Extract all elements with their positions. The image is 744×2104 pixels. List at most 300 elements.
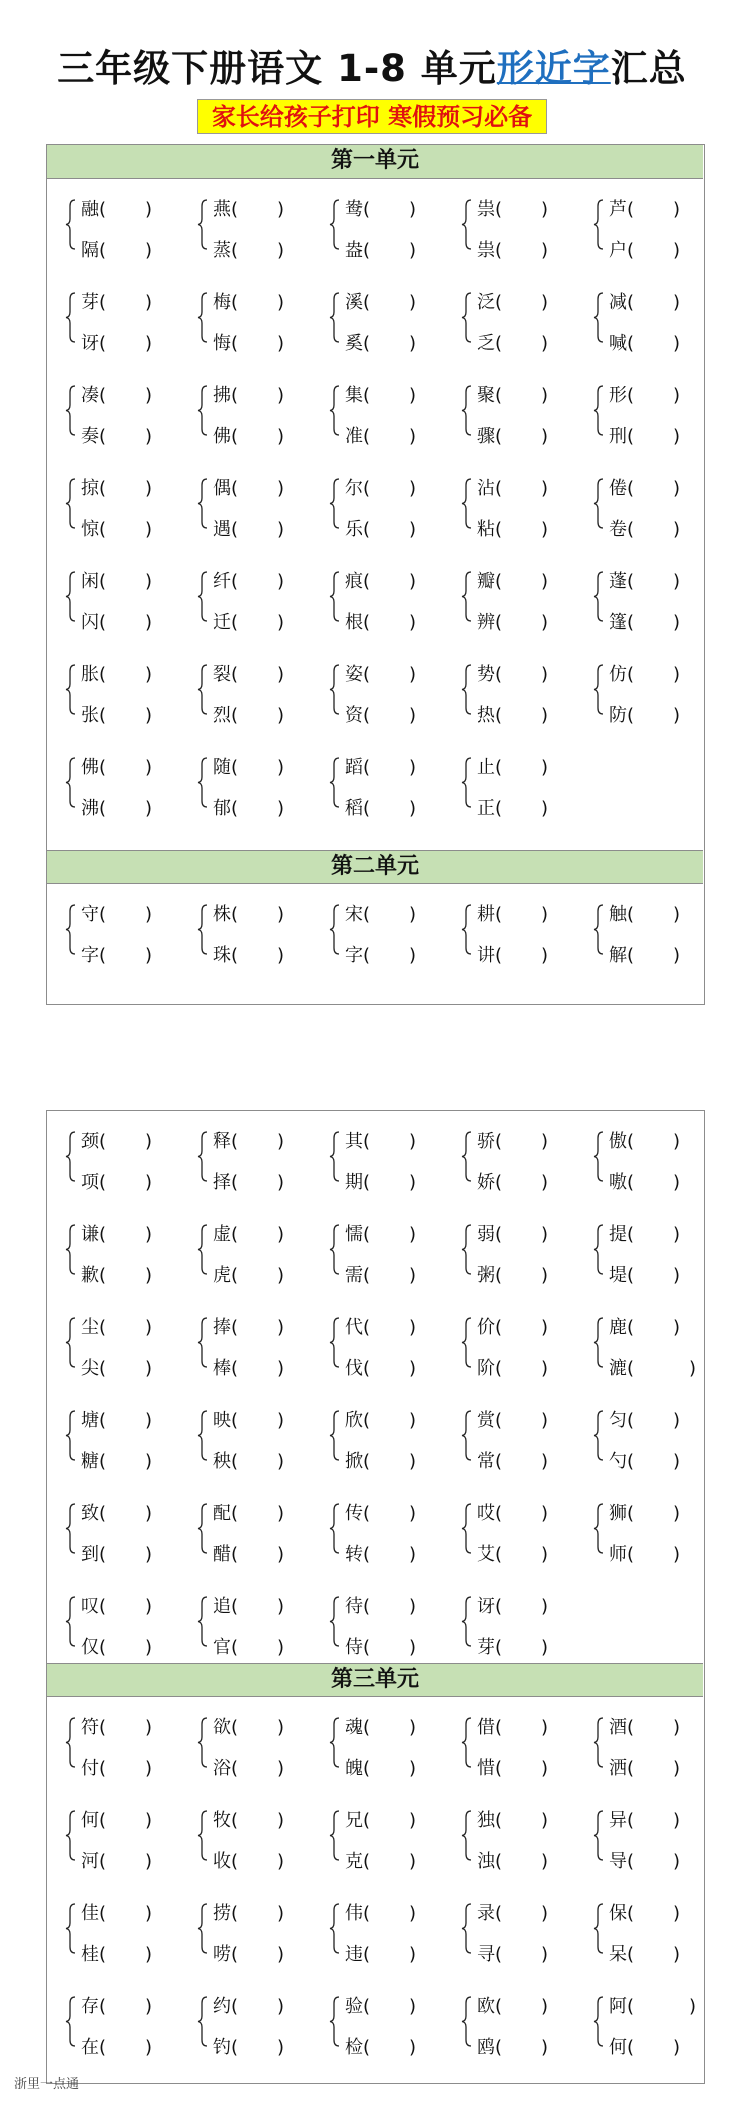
answer-blank-close-paren: ): [541, 1758, 549, 1779]
char-bottom: 魄(: [345, 1758, 371, 1779]
answer-blank-close-paren: ): [409, 1317, 417, 1338]
char-top: 提(: [609, 1224, 635, 1245]
char-top: 芦(: [609, 199, 635, 220]
char-bottom: 付(: [81, 1758, 107, 1779]
char-pair: [461, 476, 571, 540]
char-top: 势(: [477, 664, 503, 685]
char-bottom: 糖(: [81, 1451, 107, 1472]
answer-blank-close-paren: ): [541, 1637, 549, 1658]
char-top: 触(: [609, 904, 635, 925]
char-top: 尘(: [81, 1317, 107, 1338]
answer-blank-close-paren: ): [409, 240, 417, 261]
curly-brace-icon: [593, 1222, 605, 1277]
char-pair: [593, 1129, 703, 1193]
answer-blank-close-paren: ): [541, 426, 549, 447]
char-bottom: 钓(: [213, 2037, 239, 2058]
char-top: 闲(: [81, 571, 107, 592]
answer-blank-close-paren: ): [409, 1131, 417, 1152]
curly-brace-icon: [65, 1594, 77, 1649]
char-top: 塘(: [81, 1410, 107, 1431]
char-bottom: 户(: [609, 240, 635, 261]
char-bottom: 浊(: [477, 1851, 503, 1872]
curly-brace-icon: [65, 755, 77, 810]
char-pair: [197, 569, 307, 633]
char-pair: [329, 1222, 439, 1286]
section-heading-unit-1: 第一单元: [47, 145, 703, 179]
curly-brace-icon: [461, 1994, 473, 2049]
char-bottom: 寻(: [477, 1944, 503, 1965]
char-top: 傲(: [609, 1131, 635, 1152]
answer-blank-close-paren: ): [673, 478, 681, 499]
char-pair: [329, 1129, 439, 1193]
char-pair: [461, 902, 571, 966]
char-bottom: 粥(: [477, 1265, 503, 1286]
answer-blank-close-paren: ): [145, 1358, 153, 1379]
char-top: 赏(: [477, 1410, 503, 1431]
answer-blank-close-paren: ): [145, 904, 153, 925]
char-top: 虚(: [213, 1224, 239, 1245]
answer-blank-close-paren: ): [145, 1172, 153, 1193]
char-top: 芽(: [81, 292, 107, 313]
curly-brace-icon: [197, 1315, 209, 1370]
answer-blank-close-paren: ): [277, 945, 285, 966]
answer-blank-close-paren: ): [409, 1265, 417, 1286]
char-pair: [197, 1808, 307, 1872]
answer-blank-close-paren: ): [673, 1224, 681, 1245]
answer-blank-close-paren: ): [277, 426, 285, 447]
char-top: 沾(: [477, 478, 503, 499]
answer-blank-close-paren: ): [277, 757, 285, 778]
char-bottom: 闪(: [81, 612, 107, 633]
answer-blank-close-paren: ): [541, 945, 549, 966]
char-pair: [461, 290, 571, 354]
char-top: 待(: [345, 1596, 371, 1617]
char-top: 牧(: [213, 1810, 239, 1831]
char-bottom: 秧(: [213, 1451, 239, 1472]
char-pair: [329, 383, 439, 447]
char-bottom: 转(: [345, 1544, 371, 1565]
char-bottom: 讲(: [477, 945, 503, 966]
char-bottom: 伐(: [345, 1358, 371, 1379]
answer-blank-close-paren: ): [145, 1996, 153, 2017]
answer-blank-close-paren: ): [541, 2037, 549, 2058]
answer-blank-close-paren: ): [409, 1758, 417, 1779]
curly-brace-icon: [197, 1222, 209, 1277]
answer-blank-close-paren: ): [277, 1265, 285, 1286]
char-bottom: 佛(: [213, 426, 239, 447]
answer-blank-close-paren: ): [541, 571, 549, 592]
char-top: 倦(: [609, 478, 635, 499]
char-top: 蹈(: [345, 757, 371, 778]
answer-blank-close-paren: ): [145, 1596, 153, 1617]
char-bottom: 准(: [345, 426, 371, 447]
char-pair: [197, 1994, 307, 2058]
char-bottom: 防(: [609, 705, 635, 726]
answer-blank-close-paren: ): [673, 1265, 681, 1286]
footer-credit: 浙里一点通: [14, 2077, 80, 2092]
answer-blank-close-paren: ): [277, 1596, 285, 1617]
char-pair: [197, 1315, 307, 1379]
answer-blank-close-paren: ): [673, 945, 681, 966]
char-bottom: 醋(: [213, 1544, 239, 1565]
answer-blank-close-paren: ): [541, 1317, 549, 1338]
char-bottom: 在(: [81, 2037, 107, 2058]
answer-blank-close-paren: ): [145, 1224, 153, 1245]
char-top: 伟(: [345, 1903, 371, 1924]
char-pair: [197, 1222, 307, 1286]
answer-blank-close-paren: ): [673, 240, 681, 261]
char-bottom: 浴(: [213, 1758, 239, 1779]
char-top: 映(: [213, 1410, 239, 1431]
answer-blank-close-paren: ): [541, 292, 549, 313]
answer-blank-close-paren: ): [277, 385, 285, 406]
answer-blank-close-paren: ): [673, 1758, 681, 1779]
char-bottom: 惜(: [477, 1758, 503, 1779]
char-top: 拂(: [213, 385, 239, 406]
answer-blank-close-paren: ): [409, 292, 417, 313]
char-top: 瓣(: [477, 571, 503, 592]
char-pair: [197, 1408, 307, 1472]
title-highlight: 形近字: [496, 47, 611, 90]
answer-blank-close-paren: ): [277, 199, 285, 220]
answer-blank-close-paren: ): [145, 240, 153, 261]
answer-blank-close-paren: ): [145, 426, 153, 447]
char-bottom: 奚(: [345, 333, 371, 354]
char-top: 配(: [213, 1503, 239, 1524]
curly-brace-icon: [461, 197, 473, 252]
curly-brace-icon: [593, 1715, 605, 1770]
char-pair: [593, 1501, 703, 1565]
char-top: 溪(: [345, 292, 371, 313]
char-pair: [197, 1129, 307, 1193]
curly-brace-icon: [329, 1315, 341, 1370]
answer-blank-close-paren: ): [541, 1358, 549, 1379]
curly-brace-icon: [593, 1315, 605, 1370]
char-bottom: 何(: [609, 2037, 635, 2058]
answer-blank-close-paren: ): [409, 1596, 417, 1617]
answer-blank-close-paren: ): [277, 1758, 285, 1779]
char-pair: [65, 1901, 175, 1965]
curly-brace-icon: [329, 1501, 341, 1556]
answer-blank-close-paren: ): [277, 1544, 285, 1565]
answer-blank-close-paren: ): [145, 1317, 153, 1338]
answer-blank-close-paren: ): [689, 1358, 697, 1379]
answer-blank-close-paren: ): [145, 664, 153, 685]
answer-blank-close-paren: ): [145, 1944, 153, 1965]
char-top: 追(: [213, 1596, 239, 1617]
char-pair: [329, 1808, 439, 1872]
curly-brace-icon: [329, 1901, 341, 1956]
answer-blank-close-paren: ): [145, 478, 153, 499]
answer-blank-close-paren: ): [673, 1851, 681, 1872]
char-top: 哎(: [477, 1503, 503, 1524]
answer-blank-close-paren: ): [409, 1717, 417, 1738]
char-top: 魂(: [345, 1717, 371, 1738]
char-pair: [329, 1901, 439, 1965]
answer-blank-close-paren: ): [409, 519, 417, 540]
answer-blank-close-paren: ): [277, 1810, 285, 1831]
char-bottom: 仅(: [81, 1637, 107, 1658]
answer-blank-close-paren: ): [409, 385, 417, 406]
answer-blank-close-paren: ): [277, 1944, 285, 1965]
char-bottom: 呆(: [609, 1944, 635, 1965]
char-pair: [593, 1715, 703, 1779]
answer-blank-close-paren: ): [145, 1544, 153, 1565]
char-pair: [65, 1594, 175, 1658]
answer-blank-close-paren: ): [541, 1851, 549, 1872]
char-top: 录(: [477, 1903, 503, 1924]
char-pair: [197, 1901, 307, 1965]
char-pair: [197, 755, 307, 819]
curly-brace-icon: [197, 1901, 209, 1956]
curly-brace-icon: [65, 383, 77, 438]
curly-brace-icon: [197, 569, 209, 624]
answer-blank-close-paren: ): [541, 240, 549, 261]
curly-brace-icon: [65, 290, 77, 345]
curly-brace-icon: [197, 290, 209, 345]
char-bottom: 娇(: [477, 1172, 503, 1193]
char-top: 验(: [345, 1996, 371, 2017]
char-bottom: 漉(: [609, 1358, 635, 1379]
char-pair: [65, 1222, 175, 1286]
answer-blank-close-paren: ): [277, 1131, 285, 1152]
char-top: 阿(: [609, 1996, 635, 2017]
char-bottom: 骤(: [477, 426, 503, 447]
char-pair: [197, 383, 307, 447]
answer-blank-close-paren: ): [277, 571, 285, 592]
answer-blank-close-paren: ): [409, 1224, 417, 1245]
char-bottom: 遇(: [213, 519, 239, 540]
char-pair: [593, 662, 703, 726]
curly-brace-icon: [65, 902, 77, 957]
curly-brace-icon: [461, 755, 473, 810]
char-pair: [329, 662, 439, 726]
char-bottom: 棒(: [213, 1358, 239, 1379]
char-top: 匀(: [609, 1410, 635, 1431]
answer-blank-close-paren: ): [673, 199, 681, 220]
char-top: 燕(: [213, 199, 239, 220]
curly-brace-icon: [329, 476, 341, 531]
char-bottom: 热(: [477, 705, 503, 726]
curly-brace-icon: [65, 1501, 77, 1556]
char-pair: [65, 755, 175, 819]
char-pair: [593, 290, 703, 354]
answer-blank-close-paren: ): [541, 612, 549, 633]
curly-brace-icon: [593, 1808, 605, 1863]
curly-brace-icon: [329, 1594, 341, 1649]
char-pair: [197, 1715, 307, 1779]
answer-blank-close-paren: ): [409, 705, 417, 726]
answer-blank-close-paren: ): [409, 798, 417, 819]
char-bottom: 导(: [609, 1851, 635, 1872]
char-top: 讶(: [477, 1596, 503, 1617]
curly-brace-icon: [329, 197, 341, 252]
char-bottom: 解(: [609, 945, 635, 966]
answer-blank-close-paren: ): [409, 571, 417, 592]
char-top: 独(: [477, 1810, 503, 1831]
char-pair: [593, 197, 703, 261]
curly-brace-icon: [461, 476, 473, 531]
answer-blank-close-paren: ): [409, 1996, 417, 2017]
answer-blank-close-paren: ): [145, 292, 153, 313]
char-pair: [461, 569, 571, 633]
answer-blank-close-paren: ): [541, 519, 549, 540]
curly-brace-icon: [65, 662, 77, 717]
curly-brace-icon: [593, 1408, 605, 1463]
char-bottom: 河(: [81, 1851, 107, 1872]
curly-brace-icon: [197, 1594, 209, 1649]
char-bottom: 择(: [213, 1172, 239, 1193]
answer-blank-close-paren: ): [145, 1131, 153, 1152]
page-title: [0, 44, 744, 94]
answer-blank-close-paren: ): [277, 705, 285, 726]
curly-brace-icon: [329, 755, 341, 810]
char-pair: [65, 383, 175, 447]
curly-brace-icon: [593, 383, 605, 438]
char-top: 梅(: [213, 292, 239, 313]
char-bottom: 堤(: [609, 1265, 635, 1286]
curly-brace-icon: [461, 1222, 473, 1277]
char-bottom: 官(: [213, 1637, 239, 1658]
curly-brace-icon: [197, 902, 209, 957]
char-top: 守(: [81, 904, 107, 925]
char-bottom: 字(: [345, 945, 371, 966]
char-top: 株(: [213, 904, 239, 925]
char-pair: [593, 1994, 703, 2058]
answer-blank-close-paren: ): [145, 333, 153, 354]
char-pair: [329, 1501, 439, 1565]
char-top: 符(: [81, 1717, 107, 1738]
curly-brace-icon: [461, 569, 473, 624]
char-top: 聚(: [477, 385, 503, 406]
char-bottom: 芽(: [477, 1637, 503, 1658]
curly-brace-icon: [593, 476, 605, 531]
char-pair: [461, 1501, 571, 1565]
answer-blank-close-paren: ): [277, 1410, 285, 1431]
char-top: 佳(: [81, 1903, 107, 1924]
char-top: 借(: [477, 1717, 503, 1738]
char-pair: [461, 1129, 571, 1193]
answer-blank-close-paren: ): [673, 705, 681, 726]
answer-blank-close-paren: ): [673, 1503, 681, 1524]
answer-blank-close-paren: ): [541, 757, 549, 778]
char-pair: [329, 902, 439, 966]
char-top: 痕(: [345, 571, 371, 592]
curly-brace-icon: [593, 902, 605, 957]
answer-blank-close-paren: ): [541, 1172, 549, 1193]
answer-blank-close-paren: ): [277, 1637, 285, 1658]
char-top: 止(: [477, 757, 503, 778]
answer-blank-close-paren: ): [409, 1944, 417, 1965]
char-bottom: 蒸(: [213, 240, 239, 261]
char-top: 集(: [345, 385, 371, 406]
curly-brace-icon: [65, 197, 77, 252]
char-bottom: 辨(: [477, 612, 503, 633]
char-pair: [461, 197, 571, 261]
char-bottom: 师(: [609, 1544, 635, 1565]
answer-blank-close-paren: ): [541, 1717, 549, 1738]
answer-blank-close-paren: ): [145, 571, 153, 592]
answer-blank-close-paren: ): [409, 612, 417, 633]
title-suffix: 汇总: [610, 47, 687, 90]
answer-blank-close-paren: ): [673, 571, 681, 592]
char-bottom: 违(: [345, 1944, 371, 1965]
answer-blank-close-paren: ): [145, 1903, 153, 1924]
section-heading-unit-3: 第三单元: [47, 1663, 703, 1697]
char-pair: [593, 1408, 703, 1472]
answer-blank-close-paren: ): [145, 945, 153, 966]
char-top: 保(: [609, 1903, 635, 1924]
answer-blank-close-paren: ): [277, 478, 285, 499]
char-pair: [329, 1594, 439, 1658]
char-top: 欲(: [213, 1717, 239, 1738]
curly-brace-icon: [461, 383, 473, 438]
char-bottom: 唠(: [213, 1944, 239, 1965]
curly-brace-icon: [593, 569, 605, 624]
char-pair: [461, 1901, 571, 1965]
curly-brace-icon: [197, 1129, 209, 1184]
curly-brace-icon: [593, 197, 605, 252]
answer-blank-close-paren: ): [409, 199, 417, 220]
curly-brace-icon: [329, 1222, 341, 1277]
answer-blank-close-paren: ): [409, 1172, 417, 1193]
answer-blank-close-paren: ): [145, 1410, 153, 1431]
char-pair: [65, 197, 175, 261]
char-top: 宋(: [345, 904, 371, 925]
char-bottom: 字(: [81, 945, 107, 966]
curly-brace-icon: [329, 1808, 341, 1863]
answer-blank-close-paren: ): [409, 1503, 417, 1524]
char-pair: [461, 1715, 571, 1779]
curly-brace-icon: [593, 1501, 605, 1556]
answer-blank-close-paren: ): [409, 1810, 417, 1831]
curly-brace-icon: [461, 290, 473, 345]
answer-blank-close-paren: ): [673, 612, 681, 633]
curly-brace-icon: [197, 1808, 209, 1863]
char-bottom: 阶(: [477, 1358, 503, 1379]
char-bottom: 到(: [81, 1544, 107, 1565]
curly-brace-icon: [461, 662, 473, 717]
answer-blank-close-paren: ): [541, 1544, 549, 1565]
curly-brace-icon: [197, 1715, 209, 1770]
curly-brace-icon: [593, 662, 605, 717]
char-pair: [65, 476, 175, 540]
answer-blank-close-paren: ): [145, 1503, 153, 1524]
answer-blank-close-paren: ): [673, 333, 681, 354]
answer-blank-close-paren: ): [541, 1996, 549, 2017]
answer-blank-close-paren: ): [145, 1810, 153, 1831]
curly-brace-icon: [65, 1808, 77, 1863]
answer-blank-close-paren: ): [277, 904, 285, 925]
char-bottom: 篷(: [609, 612, 635, 633]
curly-brace-icon: [461, 1594, 473, 1649]
curly-brace-icon: [329, 290, 341, 345]
answer-blank-close-paren: ): [277, 798, 285, 819]
answer-blank-close-paren: ): [673, 664, 681, 685]
answer-blank-close-paren: ): [277, 1903, 285, 1924]
answer-blank-close-paren: ): [541, 199, 549, 220]
answer-blank-close-paren: ): [673, 292, 681, 313]
answer-blank-close-paren: ): [277, 1503, 285, 1524]
char-top: 传(: [345, 1503, 371, 1524]
char-top: 约(: [213, 1996, 239, 2017]
curly-brace-icon: [329, 1408, 341, 1463]
char-pair: [329, 1408, 439, 1472]
answer-blank-close-paren: ): [409, 1637, 417, 1658]
answer-blank-close-paren: ): [145, 612, 153, 633]
char-pair: [65, 1408, 175, 1472]
worksheet-panel-1: [46, 144, 705, 1005]
